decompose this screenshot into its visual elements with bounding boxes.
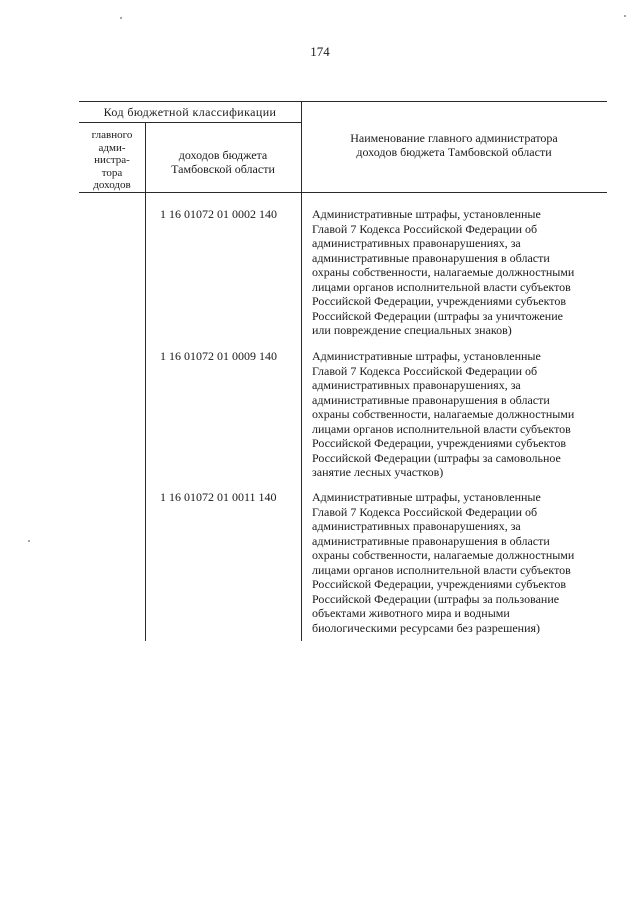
header-admin-column: главного адми- нистра- тора доходов (91, 129, 133, 191)
column-divider-2 (301, 101, 302, 641)
row-code: 1 16 01072 01 0002 140 (160, 207, 277, 221)
scan-speck (28, 540, 30, 542)
row-code: 1 16 01072 01 0009 140 (160, 349, 277, 363)
table-top-border (79, 101, 607, 102)
header-bottom-border (79, 192, 607, 193)
header-classification: Код бюджетной классификации (103, 105, 277, 119)
header-name-column: Наименование главного администратора доходов бюджета Тамбовской области (350, 131, 558, 159)
column-divider-1 (145, 122, 146, 641)
row-description: Административные штрафы, установленные Главой 7 Кодекса Российской Федерации об административных правонарушениях, за административные правонарушения в области охраны собственности, налагаемые должностными лицами органов исполнительной власти субъектов Российской Федерации, учреждениями субъектов Российской Федерации (штрафы за пользование объектами животного мира и водными биологическими ресурсами без разрешения) (312, 490, 575, 635)
row-code: 1 16 01072 01 0011 140 (160, 490, 277, 504)
budget-classification-table (79, 101, 607, 641)
scan-speck (624, 15, 626, 17)
row-description: Административные штрафы, установленные Главой 7 Кодекса Российской Федерации об административных правонарушениях, за административные правонарушения в области охраны собственности, налагаемые должностными лицами органов исполнительной власти субъектов Российской Федерации, учреждениями субъектов Российской Федерации (штрафы за уничтожение или повреждение специальных знаков) (312, 207, 575, 337)
row-description: Административные штрафы, установленные Главой 7 Кодекса Российской Федерации об административных правонарушениях, за административные правонарушения в области охраны собственности, налагаемые должностными лицами органов исполнительной власти субъектов Российской Федерации, учреждениями субъектов Российской Федерации (штрафы за самовольное занятие лесных участков) (312, 349, 575, 479)
scan-speck (120, 17, 122, 19)
header-subdivider (79, 122, 301, 123)
header-income-column: доходов бюджета Тамбовской области (171, 148, 275, 176)
page-number: 174 (310, 44, 330, 59)
